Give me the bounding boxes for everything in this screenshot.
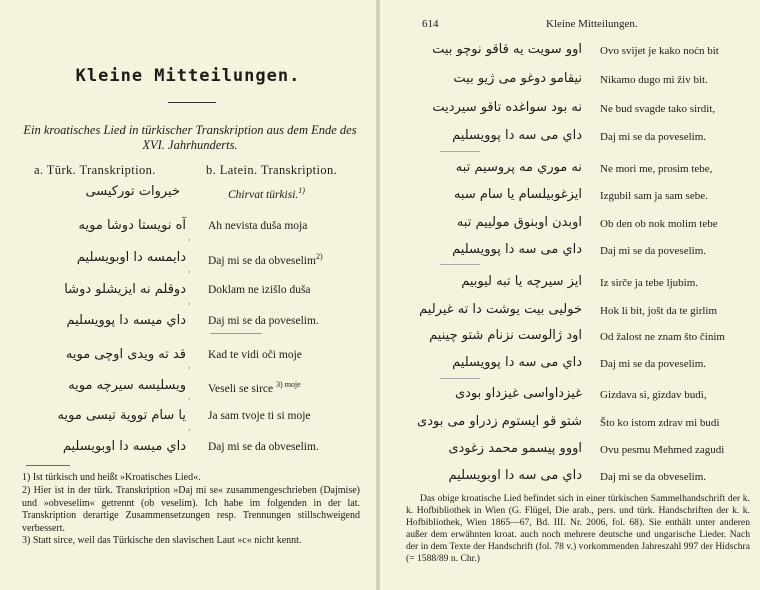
article-title: Kleine Mitteilungen. bbox=[75, 66, 301, 86]
turkish-line: ايزغوبيلسام يا سام سبه bbox=[453, 187, 582, 202]
separator-dot: · bbox=[188, 300, 191, 309]
stanza-separator bbox=[440, 151, 480, 152]
latin-line: Hok li bit, jošt da te girlim bbox=[600, 305, 718, 317]
turkish-line: غيزداواسى غيزداو بودى bbox=[454, 386, 582, 401]
turkish-line: نه موري مه پروسيم تبه bbox=[455, 160, 582, 175]
turkish-line: داي مى سه دا پوويسليم bbox=[452, 242, 582, 257]
turkish-line: قد ته ويدى اوچى مويه bbox=[65, 347, 186, 362]
turkish-line: ويسليسه سيرچه مويه bbox=[68, 378, 186, 393]
column-heading-turkish: a. Türk. Transkription. bbox=[34, 163, 156, 177]
latin-line: Od žalost ne znam što činim bbox=[600, 331, 725, 343]
turkish-line: دوقلم نه ايزيشلو دوشا bbox=[64, 282, 186, 297]
latin-line: Iz sirče ja tebe ljubim. bbox=[600, 277, 699, 289]
footnote-rule bbox=[26, 465, 70, 466]
latin-line: Daj mi se da poveselim. bbox=[600, 131, 707, 143]
column-heading-latin: b. Latein. Transkription. bbox=[206, 163, 338, 177]
running-head: Kleine Mitteilungen. bbox=[546, 18, 638, 30]
article-subtitle: Ein kroatisches Lied in türkischer Transkription aus dem Ende des XVI. Jahrhunderts. bbox=[23, 123, 357, 152]
turkish-line: نيقامو دوغو مى ژيو بيت bbox=[453, 71, 582, 86]
latin-line: Gizdava si, gizdav budi, bbox=[600, 389, 707, 401]
latin-line: Izgubil sam ja sam sebe. bbox=[600, 190, 708, 202]
header-turkish-text: خيروات توركيسى bbox=[85, 184, 180, 199]
separator-dot: · bbox=[188, 364, 191, 373]
footnote-3: 3) Statt sirce, weil das Türkische den slavischen Laut »c« nicht kennt. bbox=[22, 535, 302, 546]
latin-line: Ja sam tvoje ti si moje bbox=[208, 410, 311, 422]
latin-line: Ovo svijet je kako noćn bit bbox=[600, 45, 719, 57]
turkish-line: داي ميسه دا اوبويسليم bbox=[62, 439, 186, 454]
latin-line: Daj mi se da poveselim. bbox=[600, 245, 707, 257]
turkish-line: اوبدن اوبنوق مولييم تبه bbox=[456, 215, 582, 230]
turkish-line: شتو قو ايستوم زدراو مى بودى bbox=[417, 414, 582, 429]
right-footnote: Das obige kroatische Lied befindet sich in einer türkischen Sammelhandschrift der k. k. Hofbibliothek in Wien (G. Flügel, Die arab., pers. und türk. Handschriften der k. k. Hofbibliothek, Wien 1865—67, Bd. III. Nr. 2006, fol. 68). Sie enthält unter anderen außer dem erwähnten kroat. auch noch mehrere deutsche und ungarische Lieder. Nach der in dem Texte der Handschrift (fol. 78 v.) vorkommenden Jahreszahl 997 der Hidschra (= 1588/89 n. Chr.) bbox=[406, 493, 750, 564]
latin-line: Daj mi se da obveselim$^{2)}$ bbox=[208, 252, 323, 267]
footnote-1: 1) Ist türkisch und heißt »Kroatisches Lied«. bbox=[22, 472, 201, 483]
separator-dot: · bbox=[188, 268, 191, 277]
footnote-2: 2) Hier ist in der türk. Transkription »Daj mi se« zusammengeschrieben (Dajmise) und »obveselim« getrennt (ob veselim). Ich habe im folgenden in der lat. Transkription derartige Zusammensetzungen resp. Trennungen stillschweigend verbessert. bbox=[22, 485, 360, 534]
latin-line: Daj mi se da poveselim. bbox=[208, 315, 319, 327]
turkish-line: نه بود سواغده تاقو سيرديت bbox=[432, 100, 582, 115]
page-number: 614 bbox=[422, 18, 439, 30]
turkish-line: اود ژالوست نزنام شتو چينيم bbox=[429, 328, 582, 343]
separator-dot: · bbox=[188, 426, 191, 435]
separator-dot: · bbox=[188, 395, 191, 404]
latin-line: Daj mi se da obveselim. bbox=[208, 441, 319, 453]
left-page bbox=[0, 0, 376, 590]
latin-line: Daj mi se da obveselim. bbox=[600, 471, 707, 483]
stanza-separator bbox=[210, 333, 262, 334]
latin-line: Ob den ob nok molim tebe bbox=[600, 218, 718, 230]
header-latin-text: Chirvat türkisi.$^{1)}$ bbox=[228, 186, 305, 201]
turkish-line: يا سام تووية تيسى مويه bbox=[57, 408, 186, 423]
latin-line: Ne mori me, prosim tebe, bbox=[600, 163, 713, 175]
latin-line: Veseli se sirce $^{3) moje}$ bbox=[208, 380, 301, 395]
turkish-line: خوليى بيت يوشت دا ته غيرليم bbox=[419, 302, 582, 317]
turkish-line: آه نويستا دوشا مويه bbox=[78, 218, 186, 233]
turkish-line: داي مى سه دا پوويسليم bbox=[452, 128, 582, 143]
right-page bbox=[380, 0, 760, 590]
turkish-line: اوو سويت يه قاقو نوچو بيت bbox=[432, 42, 582, 57]
latin-line: Ne bud svagde tako sirdit, bbox=[600, 103, 716, 115]
latin-line: Što ko istom zdrav mi budi bbox=[600, 417, 720, 429]
turkish-line: دايمسه دا اوبويسليم bbox=[76, 250, 186, 265]
latin-line: Ovu pesmu Mehmed zagudi bbox=[600, 444, 725, 456]
stanza-separator bbox=[440, 378, 480, 379]
turkish-line: داي ميسه دا پوويسليم bbox=[66, 313, 186, 328]
turkish-line: اووو پيسمو محمد زغودى bbox=[448, 441, 582, 456]
turkish-line: داي مى سه دا اوبويسليم bbox=[448, 468, 582, 483]
title-rule bbox=[168, 102, 216, 103]
separator-dot: · bbox=[188, 236, 191, 245]
latin-line: Kad te vidi oči moje bbox=[208, 349, 302, 361]
latin-line: Doklam ne izišlo duša bbox=[208, 284, 311, 296]
turkish-line: داي مى سه دا پوويسليم bbox=[452, 355, 582, 370]
latin-line: Ah nevista duša moja bbox=[208, 220, 308, 232]
turkish-line: ايز سيرچه يا تبه ليوبيم bbox=[461, 274, 582, 289]
latin-line: Nikamo dugo mi živ bit. bbox=[600, 74, 708, 86]
stanza-separator bbox=[440, 264, 480, 265]
latin-line: Daj mi se da poveselim. bbox=[600, 358, 707, 370]
